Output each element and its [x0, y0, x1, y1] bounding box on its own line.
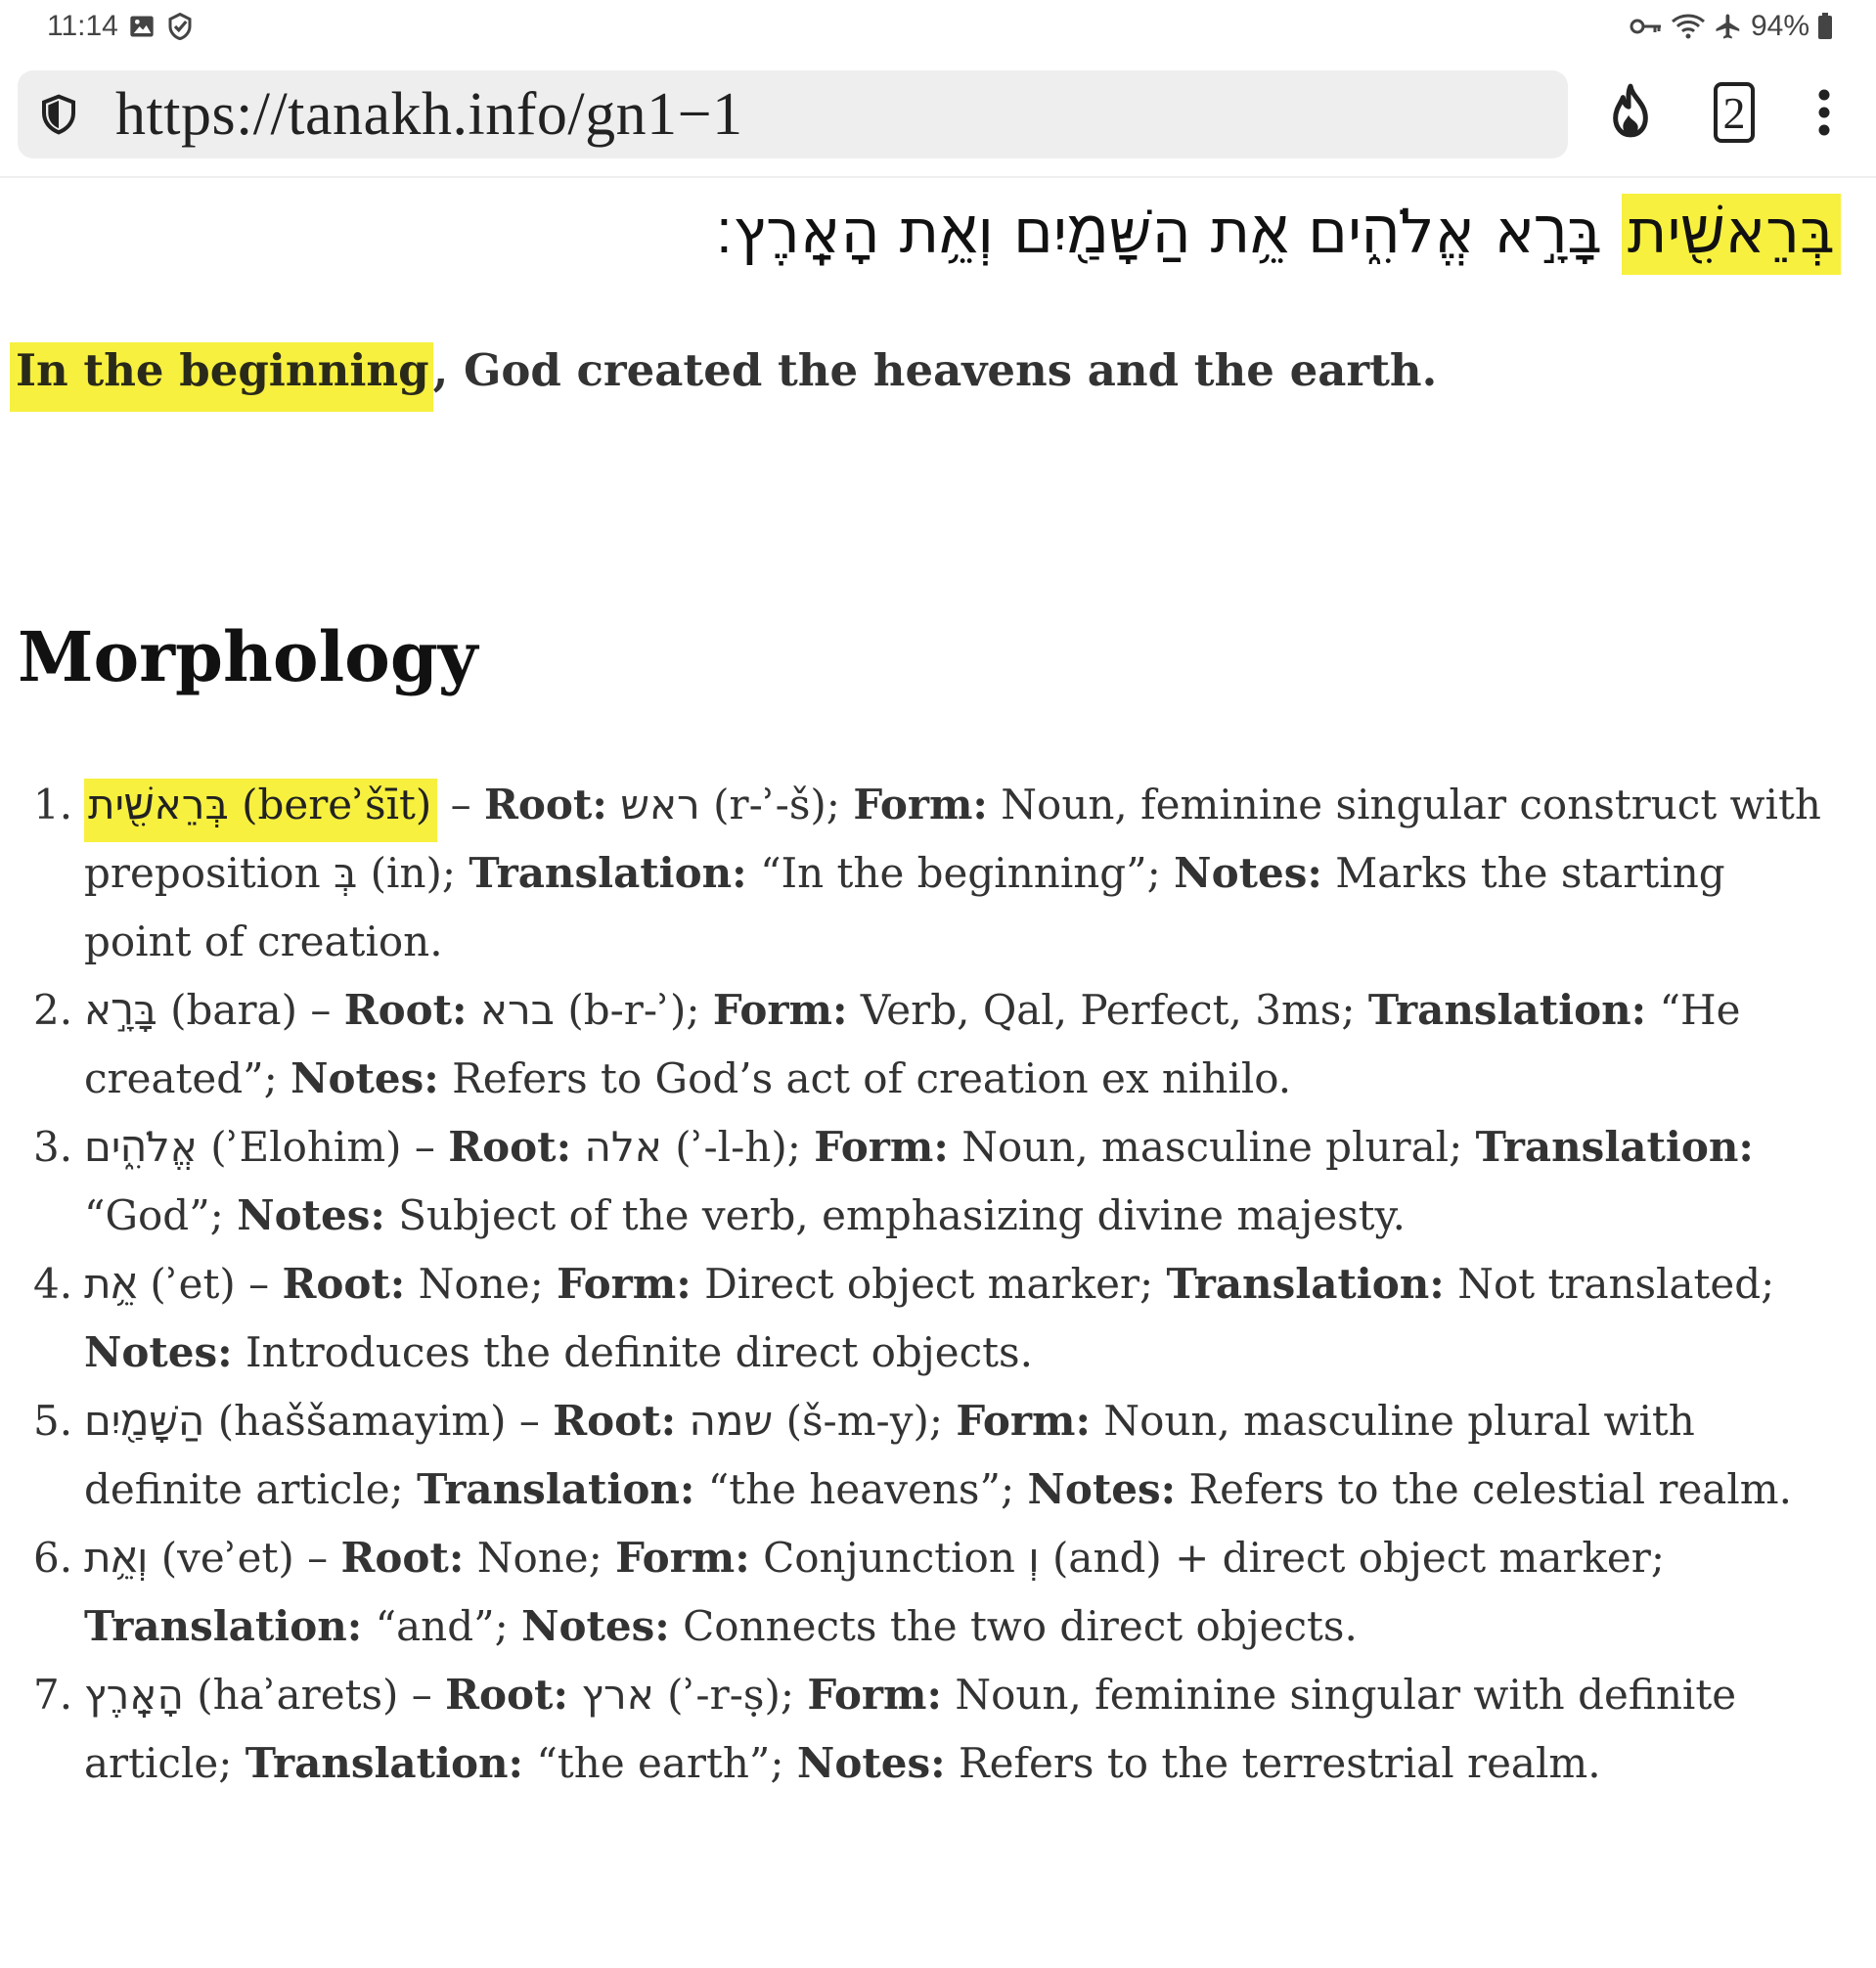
notes-label: Notes:	[1174, 849, 1322, 897]
morphology-item: 5. הַשָּׁמַ֖יִם (haššamayim) – Root: שמה (š-m-y); Form: Noun, masculine plural with definite article; Translation: “the heavens”; Notes: Refers to the celestial realm.	[84, 1387, 1835, 1524]
form-hebrew: וְ	[1028, 1534, 1040, 1582]
form-label: Form:	[615, 1534, 750, 1582]
morphology-item: 7. הָאָֽרֶץ (haʾarets) – Root: ארץ (ʾ-r-ṣ); Form: Noun, feminine singular with definite article; Translation: “the earth”; Notes: Refers to the terrestrial realm.	[84, 1661, 1835, 1798]
root-label: Root:	[553, 1397, 677, 1445]
form-after: (and) + direct object marker;	[1052, 1534, 1665, 1582]
root-hebrew: אלה	[584, 1123, 662, 1171]
morphology-list	[33, 771, 1835, 1798]
root-hebrew: שמה	[689, 1397, 774, 1445]
translation-label: Translation:	[1166, 1260, 1445, 1308]
root-hebrew: ארץ	[581, 1671, 654, 1719]
root-translit: (ʾ-l-h);	[675, 1123, 801, 1171]
root-label: Root:	[448, 1123, 572, 1171]
more-vertical-icon[interactable]	[1817, 88, 1831, 137]
translation-label: Translation:	[1475, 1123, 1754, 1171]
form-label: Form:	[712, 986, 848, 1034]
notes-label: Notes:	[237, 1191, 385, 1239]
form-text: Noun, feminine singular construct with preposition	[84, 781, 1821, 897]
lemma-hebrew: הָאָֽרֶץ	[84, 1671, 184, 1719]
notes-label: Notes:	[521, 1602, 670, 1650]
shield-icon[interactable]	[39, 93, 78, 136]
form-hebrew: בְּ	[333, 849, 358, 897]
status-time: 11:14	[47, 10, 118, 42]
url-text[interactable]: https://tanakh.info/gn1−1	[115, 80, 743, 148]
notes-text: Refers to the terrestrial realm.	[958, 1739, 1601, 1787]
translation-text: “God”;	[84, 1191, 224, 1239]
notes-label: Notes:	[84, 1328, 233, 1376]
translation-text: “and”;	[375, 1602, 509, 1650]
hebrew-verse-highlighted-word[interactable]: בְּרֵאשִׁ֖ית	[1622, 194, 1841, 275]
root-translit: (ʾ-r-ṣ);	[667, 1671, 794, 1719]
tab-switcher-icon[interactable]	[1714, 82, 1755, 143]
english-verse	[10, 344, 1437, 396]
lemma-translit: (haʾarets)	[197, 1671, 399, 1719]
lemma-translit: (ʾet)	[150, 1260, 236, 1308]
lemma-highlighted[interactable]	[84, 779, 437, 842]
item-number: 5.	[33, 1397, 73, 1445]
root-label: Root:	[340, 1534, 465, 1582]
form-text: Conjunction	[763, 1534, 1015, 1582]
root-translit: (š-m-y);	[785, 1397, 943, 1445]
lemma-hebrew: אֵ֥ת	[84, 1260, 137, 1308]
translation-text: “In the beginning”;	[760, 849, 1161, 897]
notes-label: Notes:	[796, 1739, 946, 1787]
item-number: 3.	[33, 1123, 73, 1171]
root-label: Root:	[445, 1671, 568, 1719]
form-text: Verb, Qal, Perfect, 3ms;	[860, 986, 1356, 1034]
item-number: 4.	[33, 1260, 73, 1308]
lemma-hebrew: בָּרָ֣א	[84, 986, 157, 1034]
translation-label: Translation:	[84, 1602, 363, 1650]
translation-text: “the earth”;	[536, 1739, 784, 1787]
status-bar	[0, 0, 1876, 55]
root-label: Root:	[484, 781, 607, 828]
form-after: (in);	[370, 849, 457, 897]
hebrew-verse	[715, 196, 1841, 267]
tab-switcher-button[interactable]	[1714, 82, 1755, 143]
translation-text: “the heavens”;	[707, 1465, 1015, 1513]
form-label: Form:	[956, 1397, 1091, 1445]
notes-text: Refers to God’s act of creation ex nihilo.	[452, 1054, 1292, 1102]
form-text: Noun, masculine plural;	[961, 1123, 1463, 1171]
item-number: 1.	[33, 781, 73, 828]
lemma-hebrew: אֱלֹהִ֑ים	[84, 1123, 198, 1171]
notes-text: Connects the two direct objects.	[683, 1602, 1358, 1650]
lemma-translit: (bara)	[170, 986, 297, 1034]
notes-text: Subject of the verb, emphasizing divine majesty.	[398, 1191, 1407, 1239]
translation-label: Translation:	[469, 849, 747, 897]
notes-label: Notes:	[1027, 1465, 1177, 1513]
translation-label: Translation:	[1367, 986, 1647, 1034]
notes-text: Marks the starting point of creation.	[84, 849, 1725, 965]
notes-label: Notes:	[290, 1054, 439, 1102]
wifi-icon	[1671, 13, 1706, 40]
lemma-translit: (veʾet)	[160, 1534, 294, 1582]
form-text: Direct object marker;	[704, 1260, 1154, 1308]
root-hebrew: ראש	[620, 781, 700, 828]
morphology-item: 1. בְּרֵאשִׁ֖ית (bereʾšīt) – Root: ראש (r-ʾ-š); Form: Noun, feminine singular construct with preposition בְּ (in); Translation: “In the beginning”; Notes: Marks the starting point of creation.	[84, 771, 1835, 976]
url-bar[interactable]	[18, 70, 1568, 158]
root-translit: None;	[418, 1260, 544, 1308]
translation-text: “He created”;	[84, 986, 1741, 1102]
root-translit: None;	[476, 1534, 603, 1582]
root-hebrew: ברא	[479, 986, 555, 1034]
form-text: Noun, feminine singular with definite article;	[84, 1671, 1737, 1787]
notes-text: Introduces the definite direct objects.	[246, 1328, 1033, 1376]
lemma-hebrew: וְאֵ֥ת	[84, 1534, 149, 1582]
status-right	[1630, 10, 1833, 43]
lemma-translit: (haššamayim)	[217, 1397, 507, 1445]
lemma-translit: (ʾElohim)	[210, 1123, 402, 1171]
form-text: Noun, masculine plural with definite article;	[84, 1397, 1695, 1513]
browser-toolbar	[0, 55, 1876, 178]
translation-label: Translation:	[417, 1465, 695, 1513]
notes-text: Refers to the celestial realm.	[1188, 1465, 1792, 1513]
item-number: 7.	[33, 1671, 73, 1719]
morphology-item: 2. בָּרָ֣א (bara) – Root: ברא (b-r-ʾ); Form: Verb, Qal, Perfect, 3ms; Translation: “He created”; Notes: Refers to God’s act of creation ex nihilo.	[84, 976, 1835, 1113]
form-label: Form:	[807, 1671, 942, 1719]
morphology-item: 3. אֱלֹהִ֑ים (ʾElohim) – Root: אלה (ʾ-l-h); Form: Noun, masculine plural; Translation: “God”; Notes: Subject of the verb, emphasizing divine majesty.	[84, 1113, 1835, 1250]
status-left	[47, 10, 195, 43]
item-number: 6.	[33, 1534, 73, 1582]
morphology-item: 4. אֵ֥ת (ʾet) – Root: None; Form: Direct object marker; Translation: Not translated; Notes: Introduces the definite direct objects.	[84, 1250, 1835, 1387]
root-label: Root:	[343, 986, 468, 1034]
form-label: Form:	[853, 781, 988, 828]
translation-text: Not translated;	[1457, 1260, 1775, 1308]
lemma-translit: (bereʾšīt)	[242, 781, 432, 828]
english-verse-highlighted-phrase[interactable]: In the beginning	[10, 342, 433, 412]
root-label: Root:	[282, 1260, 406, 1308]
root-translit: (b-r-ʾ);	[567, 986, 700, 1034]
root-translit: (r-ʾ-š);	[713, 781, 840, 828]
flame-icon[interactable]	[1608, 82, 1653, 139]
airplane-icon	[1714, 12, 1743, 41]
english-verse-rest: , God created the heavens and the earth.	[432, 344, 1438, 396]
lemma-hebrew: בְּרֵאשִׁ֖ית	[88, 781, 229, 828]
item-number: 2.	[33, 986, 73, 1034]
tab-count: 2	[1722, 87, 1746, 138]
form-label: Form:	[814, 1123, 949, 1171]
battery-icon	[1817, 13, 1833, 40]
form-label: Form:	[557, 1260, 692, 1308]
battery-percent: 94%	[1750, 10, 1809, 42]
morphology-item: 6. וְאֵ֥ת (veʾet) – Root: None; Form: Conjunction וְ (and) + direct object marker; Translation: “and”; Notes: Connects the two direct objects.	[84, 1524, 1835, 1661]
lemma-hebrew: הַשָּׁמַ֖יִם	[84, 1397, 205, 1445]
check-shield-icon	[165, 12, 195, 41]
hebrew-verse-rest: בָּרָ֣א אֱלֹהִ֑ים אֵ֥ת הַשָּׁמַ֖יִם וְאֵ֥ת הָאָֽרֶץ׃	[715, 196, 1603, 267]
image-icon	[128, 13, 156, 40]
morphology-heading: Morphology	[18, 616, 478, 697]
translation-label: Translation:	[245, 1739, 524, 1787]
key-icon	[1630, 15, 1663, 38]
